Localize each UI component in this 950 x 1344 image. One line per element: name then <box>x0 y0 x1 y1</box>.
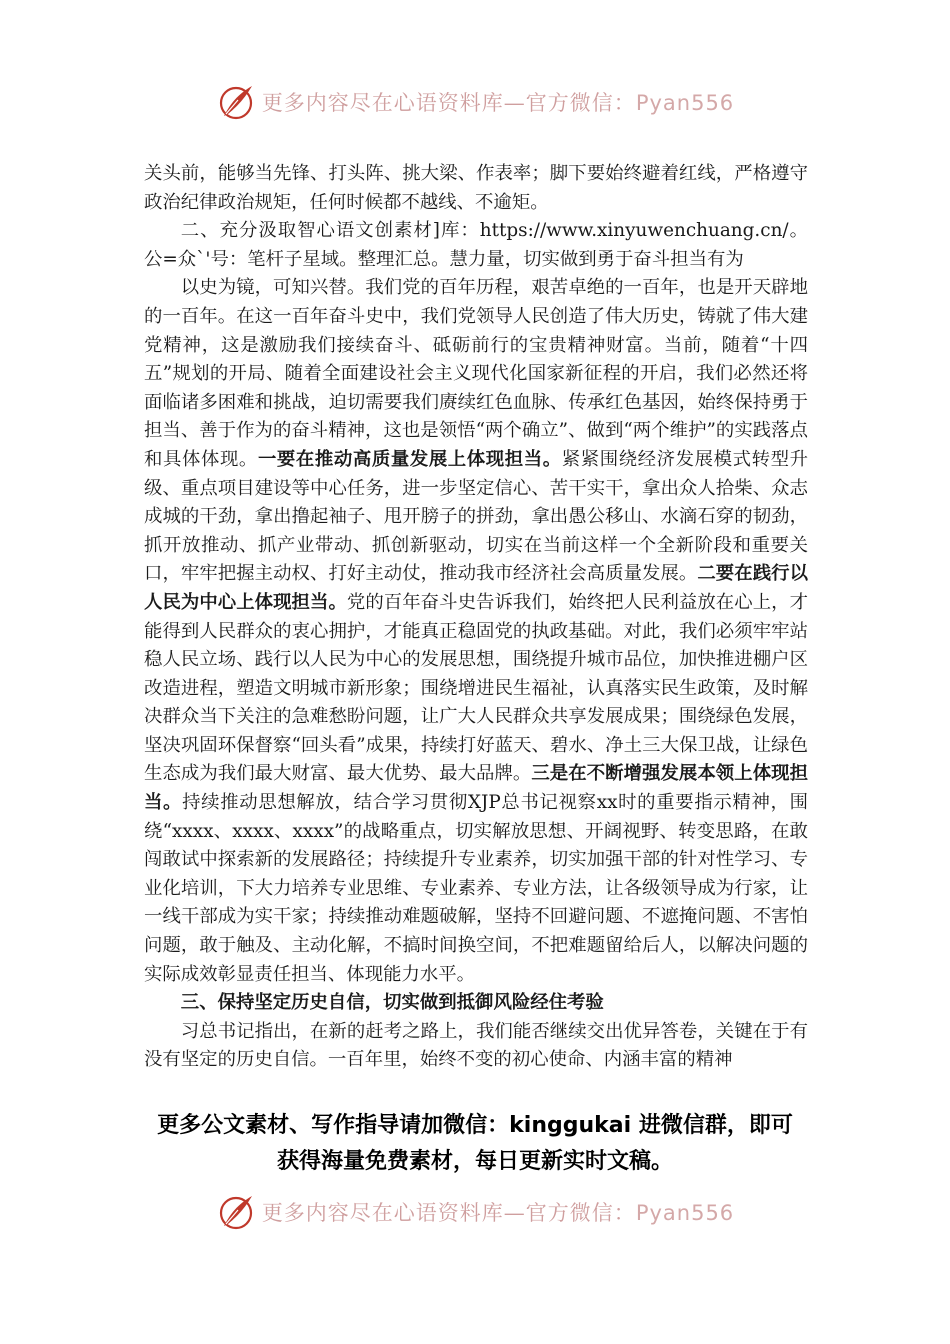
paragraph <box>144 274 808 989</box>
banner-contact: Pyan556 <box>635 91 735 115</box>
bold-heading-text: 一要在推动高质量发展上体现担当。 <box>257 448 562 470</box>
bold-heading-text: 二要在践行以人民为中心上体现担当。 <box>144 563 808 613</box>
header-banner <box>0 80 950 124</box>
paragraph-text: 习总书记指出，在新的赶考之路上，我们能否继续交出优异答卷，关键在于有没有坚定的历史自信。一百年里，始终不变的初心使命、内涵丰富的精神 <box>144 1020 808 1071</box>
paragraph-text: 关头前，能够当先锋、打头阵、挑大梁、作表率；脚下要始终避着红线，严格遵守政治纪律政治规矩，任何时候都不越线、不逾矩。 <box>144 163 808 213</box>
paragraph <box>144 989 808 1018</box>
paragraph <box>144 160 808 217</box>
promo-notice <box>0 1108 950 1180</box>
document-body <box>144 160 808 1075</box>
footer-banner <box>0 1190 950 1234</box>
banner-text: 更多内容尽在心语资料库—官方微信：Pyan556 <box>261 91 735 115</box>
quill-pen-logo-icon <box>216 1192 256 1232</box>
banner-text: 更多内容尽在心语资料库—官方微信：Pyan556 <box>261 1201 735 1225</box>
paragraph-text: 二、充分汲取智心语文创素材]库：https://www.xinyuwenchuang.cn/。公=众`'号：笔杆子星域。整理汇总。慧力量，切实做到勇于奋斗担当有为 <box>144 220 808 270</box>
paragraph-text: 以史为镜，可知兴替。我们党的百年历程，艰苦卓绝的一百年，也是开天辟地的一百年。在这一百年奋斗史中，我们党领导人民创造了伟大历史，铸就了伟大建党精神，这是激励我们接续奋斗、砥砺前行的宝贵精神财富。当前，随着“十四五”规划的开局、随着全面建设社会主义现代化国家新征程的开启，我们必然还将面临诸多困难和挑战，迫切需要我们赓续红色血脉、传承红色基因，始终保持勇于担当、善于作为的奋斗精神，这也是领悟“两个确立”、做到“两个维护”的实践落点和具体体现。 <box>144 277 808 470</box>
bold-heading-text: 三是在不断增强发展本领上体现担当。 <box>144 763 808 814</box>
promo-line-1: 更多公文素材、写作指导请加微信：kinggukai 进微信群，即可 <box>157 1113 793 1138</box>
paragraph-text: 持续推动思想解放，结合学习贯彻XJP总书记视察xx时的重要指示精神，围绕“xxxx、xxxx、xxxx”的战略重点，切实解放思想、开阔视野、转变思路，在敢闯敢试中探索新的发展路径；持续提升专业素养，切实加强干部的针对性学习、专业化培训，下大力培养专业思维、专业素养、专业方法，让各级领导成为行家，让一线干部成为实干家；持续推动难题破解，坚持不回避问题、不遮掩问题、不害怕问题，敢于触及、主动化解，不搞时间换空间，不把难题留给后人，以解决问题的实际成效彰显责任担当、体现能力水平。 <box>144 792 808 985</box>
banner-contact: Pyan556 <box>635 1201 735 1225</box>
paragraph-text: 党的百年奋斗史告诉我们，始终把人民利益放在心上，才能得到人民群众的衷心拥护，才能真正稳固党的执政基础。对此，我们必须牢牢站稳人民立场、践行以人民为中心的发展思想，围绕提升城市品位，加快推进棚户区改造进程，塑造文明城市新形象；围绕增进民生福祉，认真落实民生政策，及时解决群众当下关注的急难愁盼问题，让广大人民群众共享发展成果；围绕绿色发展，坚决巩固环保督察“回头看”成果，持续打好蓝天、碧水、净土三大保卫战，让绿色生态成为我们最大财富、最大优势、最大品牌。 <box>144 591 808 785</box>
bold-heading-text: 三、保持坚定历史自信，切实做到抵御风险经住考验 <box>180 992 604 1014</box>
quill-pen-logo-icon <box>216 82 256 122</box>
paragraph-text: 紧紧围绕经济发展模式转型升级、重点项目建设等中心任务，进一步坚定信心、苦干实干，拿出众人拾柴、众志成城的干劲，拿出撸起袖子、甩开膀子的拼劲，拿出愚公移山、水滴石穿的韧劲，抓开放推动、抓产业带动、抓创新驱动，切实在当前这样一个全新阶段和重要关口，牢牢把握主动权、打好主动仗，推动我市经济社会高质量发展。 <box>144 448 808 585</box>
paragraph <box>144 217 808 274</box>
paragraph <box>144 1018 808 1075</box>
promo-line-2: 获得海量免费素材，每日更新实时文稿。 <box>276 1149 673 1174</box>
